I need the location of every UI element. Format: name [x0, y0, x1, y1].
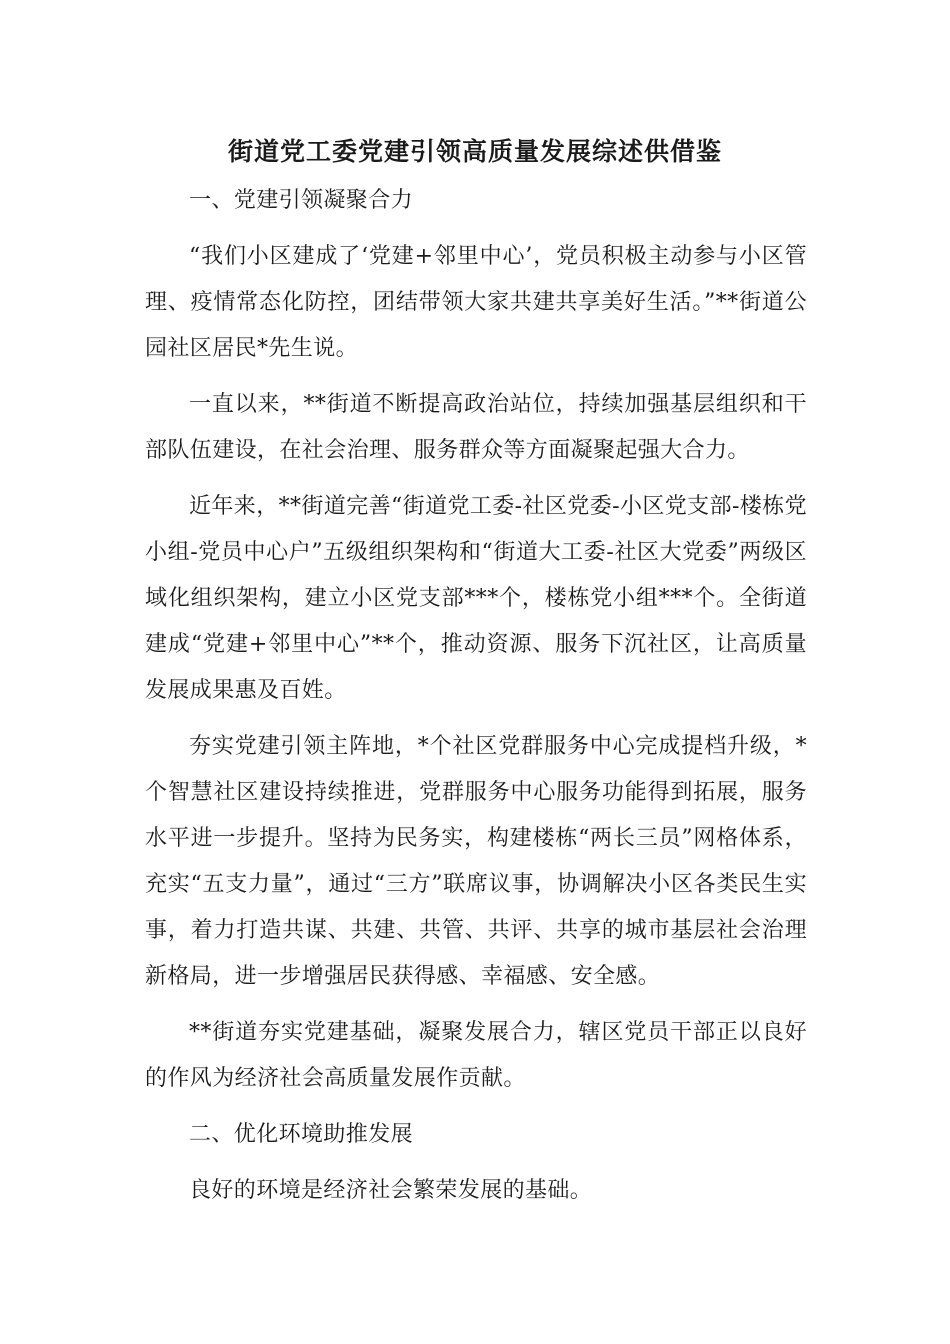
document-title: 街道党工委党建引领高质量发展综述供借鉴 — [227, 137, 722, 166]
section-heading: 一、党建引领凝聚合力 — [189, 188, 414, 213]
paragraph: 一直以来，**街道不断提高政治站位，持续加强基层组织和干部队伍建设，在社会治理、服务群众等方面凝聚起强大合力。 — [145, 392, 807, 463]
document-body — [145, 178, 807, 1224]
paragraph: 近年来，**街道完善“街道党工委-社区党委-小区党支部-楼栋党小组-党员中心户”五级组织架构和“街道大工委-社区大党委”两级区域化组织架构，建立小区党支部***个，楼栋党小组***个。全街道建成“党建+邻里中心”**个，推动资源、服务下沉社区，让高质量发展成果惠及百姓。 — [145, 494, 807, 703]
paragraph: “我们小区建成了‘党建+邻里中心’，党员积极主动参与小区管理、疫情常态化防控，团结带领大家共建共享美好生活。”**街道公园社区居民*先生说。 — [145, 244, 807, 361]
paragraph: 夯实党建引领主阵地，*个社区党群服务中心完成提档升级，*个智慧社区建设持续推进，党群服务中心服务功能得到拓展，服务水平进一步提升。坚持为民务实，构建楼栋“两长三员”网格体系，充实“五支力量”，通过“三方”联席议事，协调解决小区各类民生实事，着力打造共谋、共建、共管、共评、共享的城市基层社会治理新格局，进一步增强居民获得感、幸福感、安全感。 — [145, 734, 807, 989]
section-heading: 二、优化环境助推发展 — [189, 1122, 414, 1147]
paragraph: **街道夯实党建基础，凝聚发展合力，辖区党员干部正以良好的作风为经济社会高质量发展作贡献。 — [145, 1020, 807, 1091]
paragraph: 良好的环境是经济社会繁荣发展的基础。 — [189, 1178, 593, 1203]
